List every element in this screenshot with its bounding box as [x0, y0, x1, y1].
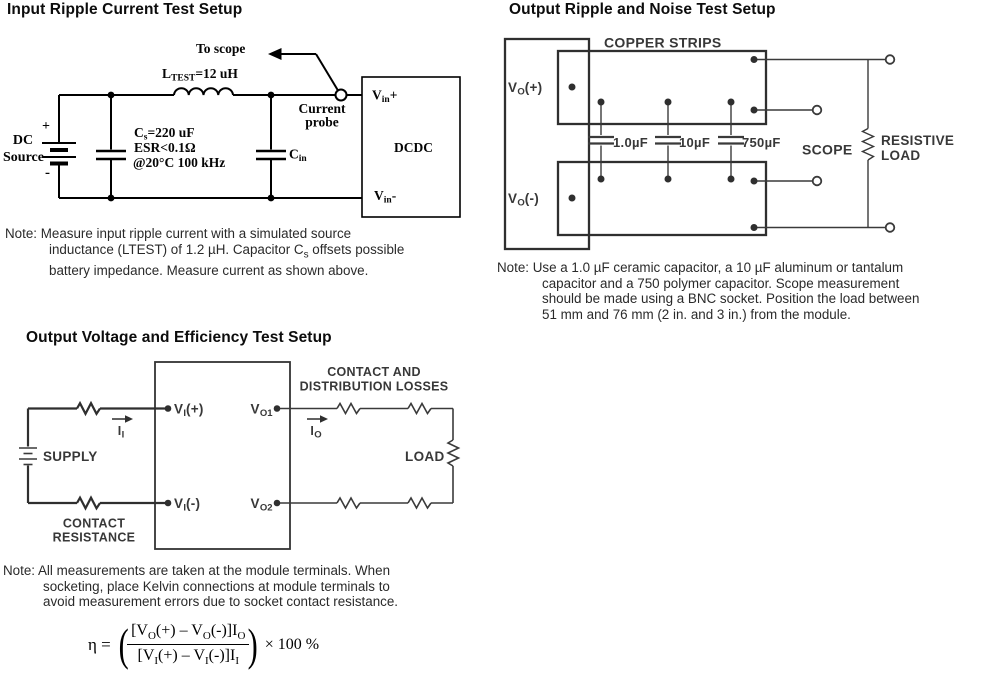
- output-current-label: $I_O$: [310, 424, 322, 441]
- terminal-dots: [165, 405, 281, 506]
- formula-eta-equals: η =: [88, 634, 111, 654]
- vo1-terminal-label: VO1: [250, 401, 273, 419]
- distribution-losses-label-line1: CONTACT AND: [327, 365, 421, 379]
- capacitor-750uf-label: 750µF: [742, 135, 781, 150]
- output-voltage-note: [3, 563, 398, 610]
- resistive-load-label-line2: LOAD: [881, 148, 921, 163]
- input-current-arrowhead: [125, 415, 133, 423]
- vo-minus-terminal-label: VO(-): [508, 191, 540, 209]
- current-arrows: [112, 415, 328, 423]
- note-line: Note: All measurements are taken at the module terminals. When: [3, 563, 391, 578]
- current-probe-node: [336, 90, 347, 101]
- input-current-label: $I_I$: [117, 424, 125, 441]
- vi-plus-terminal-label: VI(+): [174, 401, 204, 419]
- note-line: Note: Measure input ripple current with a simulated source: [5, 226, 352, 241]
- supply-label: SUPPLY: [43, 449, 98, 464]
- efficiency-formula: [88, 618, 320, 670]
- output-voltage-circuit-diagram: [0, 355, 480, 560]
- dc-source-label-line1: DC: [12, 133, 34, 148]
- note-line: avoid measurement errors due to socket contact resistance.: [43, 594, 399, 610]
- vin-minus-terminal-label: Vin-: [374, 188, 397, 206]
- formula-close-paren: ): [248, 618, 259, 670]
- dc-source-label-line2: Source: [3, 150, 44, 165]
- formula-numerator: $[V_O(+) - V_O(-)]I_O$: [127, 621, 249, 645]
- output-ripple-circuit-diagram: [500, 30, 989, 254]
- inductor-value-label: LTEST=12 uH: [162, 66, 238, 84]
- vin-plus-terminal-label: Vin+: [372, 87, 398, 105]
- vi-minus-terminal-label: VI(-): [174, 496, 201, 514]
- battery-symbol: [42, 143, 76, 164]
- output-ripple-note: [497, 260, 919, 323]
- contact-resistance-resistor-bottom: [77, 498, 100, 509]
- module-box: [155, 362, 290, 549]
- copper-strips-label: COPPER STRIPS: [604, 34, 722, 51]
- to-scope-arrowhead: [268, 48, 282, 60]
- formula-denominator: $[V_I(+) - V_I(-)]I_I$: [137, 647, 239, 668]
- current-probe-label-line2: probe: [305, 114, 339, 130]
- source-capacitor-esr-label: ESR<0.1Ω: [134, 140, 196, 155]
- plus-terminal-label: +: [42, 119, 50, 134]
- scope-label: SCOPE: [802, 141, 853, 158]
- distribution-loss-resistor-2: [408, 404, 431, 414]
- minus-terminal-label: -: [45, 165, 50, 181]
- inductor-coil-symbol: [174, 88, 233, 95]
- supply-battery-symbol: [19, 448, 37, 465]
- note-line: 51 mm and 76 mm (2 in. and 3 in.) from the module.: [542, 307, 851, 323]
- output-ripple-section-title: Output Ripple and Noise Test Setup: [509, 1, 776, 18]
- input-ripple-section-title: Input Ripple Current Test Setup: [7, 1, 243, 18]
- probe-diagonal-line: [316, 54, 338, 91]
- capacitor-10uf-label: 10µF: [679, 135, 711, 150]
- current-probe-label-line1: Current: [298, 101, 346, 116]
- capacitor-1uf-label: 1.0µF: [613, 135, 649, 150]
- contact-resistance-resistor-top: [77, 403, 100, 414]
- output-current-arrowhead: [320, 415, 328, 423]
- module-box: [505, 39, 589, 249]
- distribution-loss-resistor-1: [337, 404, 360, 414]
- note-line: should be made using a BNC socket. Position the load between: [542, 291, 920, 307]
- note-line: inductance (LTEST) of 1.2 µH. Capacitor $C_s$ offsets possible: [49, 241, 405, 261]
- resistive-load-resistor-symbol: [863, 129, 874, 161]
- load-label: LOAD: [405, 449, 445, 464]
- vo2-terminal-label: VO2: [250, 496, 273, 514]
- formula-fraction: [127, 621, 249, 669]
- note-line: capacitor and a 750 polymer capacitor. Scope measurement: [542, 275, 900, 291]
- source-capacitor-conditions-label: @20°C 100 kHz: [133, 155, 226, 170]
- contact-resistance-label-line1: CONTACT: [62, 516, 126, 531]
- output-voltage-section-title: Output Voltage and Efficiency Test Setup: [26, 329, 332, 346]
- input-ripple-circuit-diagram: [0, 30, 470, 225]
- vo-plus-terminal-label: VO(+): [508, 80, 543, 98]
- source-capacitor-value-label: Cs=220 uF: [134, 125, 195, 143]
- note-line: socketing, place Kelvin connections at module terminals to: [43, 578, 390, 594]
- to-scope-label: To scope: [196, 41, 246, 56]
- capacitor-symbols: [588, 137, 744, 144]
- formula-multiplier: × 100 %: [264, 635, 320, 653]
- cin-label: Cin: [289, 146, 307, 164]
- distribution-loss-resistor-4: [408, 498, 431, 508]
- distribution-losses-label-line2: DISTRIBUTION LOSSES: [299, 379, 449, 394]
- formula-open-paren: (: [118, 618, 129, 670]
- distribution-loss-resistor-3: [337, 498, 360, 508]
- note-line: Note: Use a 1.0 µF ceramic capacitor, a 10 µF aluminum or tantalum: [497, 260, 904, 275]
- load-resistor-symbol: [448, 440, 459, 466]
- resistive-load-label-line1: RESISTIVE: [881, 133, 955, 148]
- input-ripple-note: [5, 226, 404, 279]
- contact-resistance-label-line2: RESISTANCE: [52, 530, 136, 545]
- dcdc-module-label: DCDC: [394, 140, 433, 155]
- note-line: battery impedance. Measure current as shown above.: [49, 263, 369, 279]
